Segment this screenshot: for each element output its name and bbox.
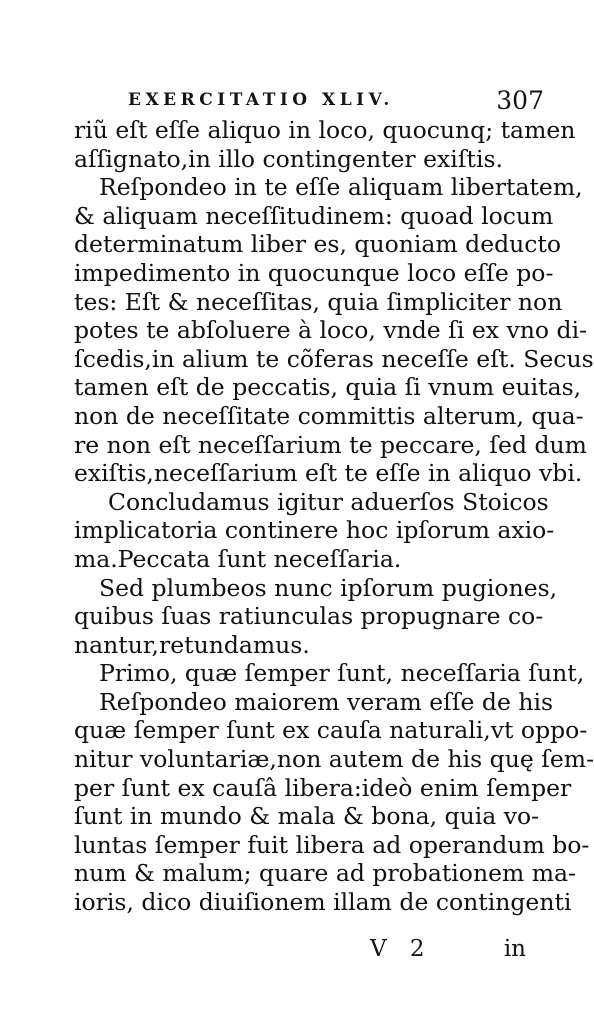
catchword: in: [503, 936, 526, 962]
text-line: determinatum liber es, quoniam deducto: [74, 230, 562, 259]
paragraph-first-line: Concludamus igitur aduerſos Stoicos: [108, 487, 549, 516]
text-line: ioris, dico diuiſionem illam de contingenti: [74, 888, 572, 917]
text-line: tes: Eſt & neceſſitas, quia ſimpliciter non: [74, 287, 563, 316]
signature-mark: V 2: [370, 936, 433, 962]
body-text: [74, 116, 594, 917]
text-line: ſcedis,in alium te cõferas neceſſe eſt. Secus: [74, 344, 594, 373]
page-number: 307: [496, 86, 544, 115]
text-line: impedimento in quocunque loco eſſe po-: [74, 258, 554, 287]
paragraph-first-line: Reſpondeo in te eſſe aliquam libertatem,: [99, 173, 583, 202]
text-line: re non eſt neceſſarium te peccare, ſed dum: [74, 430, 587, 459]
text-line: ma.Peccata ſunt neceſſaria.: [74, 544, 402, 573]
text-line: quibus ſuas ratiunculas propugnare co-: [74, 602, 544, 631]
page-footer: [74, 936, 528, 966]
paragraph-first-line: Sed plumbeos nunc ipſorum pugiones,: [99, 573, 558, 602]
text-line: & aliquam neceſſitudinem: quoad locum: [74, 201, 554, 230]
text-line: exiſtis,neceſſarium eſt te eſſe in aliquo vbi.: [74, 459, 583, 488]
running-head: EXERCITATIO XLIV.: [128, 90, 394, 110]
text-line: tamen eſt de peccatis, quia ſi vnum euitas,: [74, 373, 582, 402]
text-line: quæ ſemper ſunt ex cauſa naturali,vt oppo-: [74, 716, 588, 745]
text-line: ſunt in mundo & mala & bona, quia vo-: [74, 802, 540, 831]
text-line: potes te abſoluere à loco, vnde ſi ex vno di-: [74, 316, 588, 345]
page-header: [128, 88, 544, 116]
text-line: num & malum; quare ad probationem ma-: [74, 859, 576, 888]
text-line: riũ eſt eſſe aliquo in loco, quocunq; tamen: [74, 116, 576, 144]
paragraph-first-line: Primo, quæ ſemper ſunt, neceſſaria ſunt,: [99, 659, 585, 688]
text-line: non de neceſſitate committis alterum, qua-: [74, 401, 584, 430]
paragraph-first-line: Reſpondeo maiorem veram eſſe de his: [99, 687, 554, 716]
text-line: per ſunt ex cauſâ libera:ideò enim ſemper: [74, 773, 572, 802]
text-line: nitur voluntariæ,non autem de his quę ſem-: [74, 745, 594, 774]
text-line: aſſignato,in illo contingenter exiſtis.: [74, 144, 504, 173]
text-line: implicatoria continere hoc ipſorum axio-: [74, 516, 555, 545]
text-line: luntas ſemper fuit libera ad operandum bo-: [74, 830, 590, 859]
text-line: nantur,retundamus.: [74, 630, 310, 659]
